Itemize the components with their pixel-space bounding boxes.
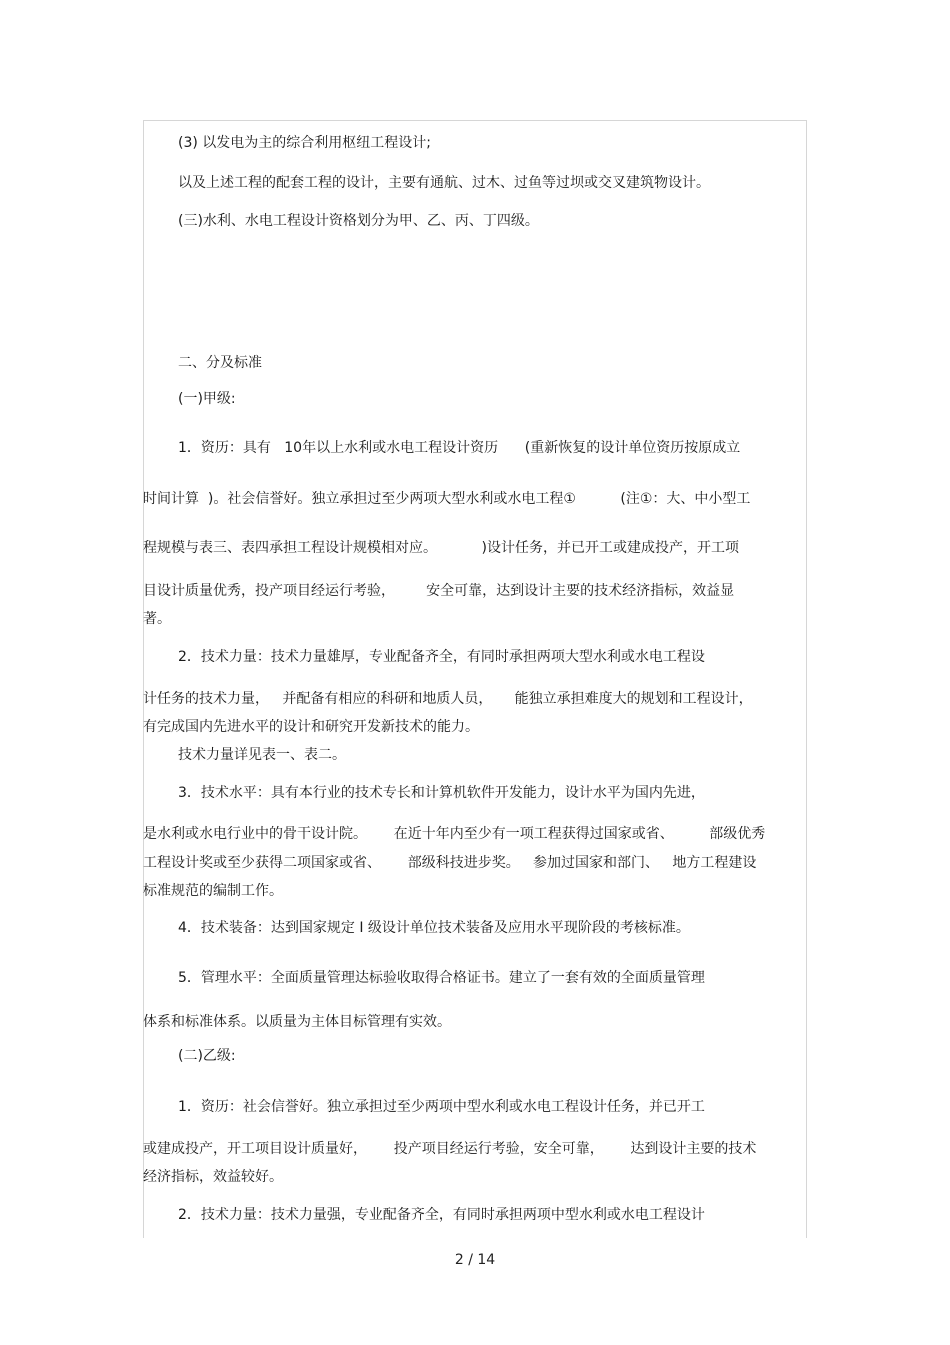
text-line: 或建成投产，开工项目设计质量好， 投产项目经运行考验，安全可靠， 达到设计主要的技术 (143, 1141, 757, 1157)
text-line: 体系和标准体系。以质量为主体目标管理有实效。 (143, 1014, 451, 1030)
text-line: 经济指标，效益较好。 (143, 1169, 283, 1185)
text-line: 1．资历：具有 10年以上水利或水电工程设计资历 (重新恢复的设计单位资历按原成立 (178, 440, 741, 456)
page-number (0, 1252, 950, 1268)
text-line: 2．技术力量：技术力量强，专业配备齐全，有同时承担两项中型水利或水电工程设计 (178, 1207, 705, 1223)
text-line: (三)水利、水电工程设计资格划分为甲、乙、丙、丁四级。 (178, 213, 539, 229)
text-line: 以及上述工程的配套工程的设计，主要有通航、过木、过鱼等过坝或交叉建筑物设计。 (178, 175, 710, 191)
page-current: 2 (454, 1252, 464, 1268)
text-line: 3．技术水平：具有本行业的技术专长和计算机软件开发能力，设计水平为国内先进， (178, 785, 705, 801)
text-line: 著。 (143, 611, 171, 627)
page-separator: / (468, 1252, 473, 1268)
text-line: 是水利或水电行业中的骨干设计院。 在近十年内至少有一项工程获得过国家或省、 部级优秀 (143, 826, 766, 842)
text-line: 程规模与表三、表四承担工程设计规模相对应。 )设计任务，并已开工或建成投产，开工项 (143, 540, 739, 556)
text-line: 5．管理水平：全面质量管理达标验收取得合格证书。建立了一套有效的全面质量管理 (178, 970, 705, 986)
text-line: 1．资历：社会信誉好。独立承担过至少两项中型水利或水电工程设计任务，并已开工 (178, 1099, 705, 1115)
text-line: 目设计质量优秀，投产项目经运行考验， 安全可靠，达到设计主要的技术经济指标，效益显 (143, 583, 735, 599)
text-line: 工程设计奖或至少获得二项国家或省、 部级科技进步奖。 参加过国家和部门、 地方工程建设 (143, 855, 757, 871)
page-total: 14 (477, 1252, 496, 1268)
text-line: 计任务的技术力量， 并配备有相应的科研和地质人员， 能独立承担难度大的规划和工程设计， (143, 691, 753, 707)
subsection-heading: (一)甲级: (178, 391, 236, 407)
text-line: 4．技术装备：达到国家规定 I 级设计单位技术装备及应用水平现阶段的考核标准。 (178, 920, 690, 936)
text-line: 有完成国内先进水平的设计和研究开发新技术的能力。 (143, 719, 479, 735)
text-line: 标准规范的编制工作。 (143, 883, 283, 899)
text-line: (3) 以发电为主的综合利用枢纽工程设计; (178, 135, 431, 151)
text-line: 时间计算 )。社会信誉好。独立承担过至少两项大型水利或水电工程① (注①：大、中小型工 (143, 491, 751, 507)
page-frame (143, 120, 807, 1238)
subsection-heading: (二)乙级: (178, 1048, 236, 1064)
section-heading: 二、分及标准 (178, 355, 262, 371)
text-line: 2．技术力量：技术力量雄厚，专业配备齐全，有同时承担两项大型水利或水电工程设 (178, 649, 705, 665)
text-line: 技术力量详见表一、表二。 (178, 747, 346, 763)
